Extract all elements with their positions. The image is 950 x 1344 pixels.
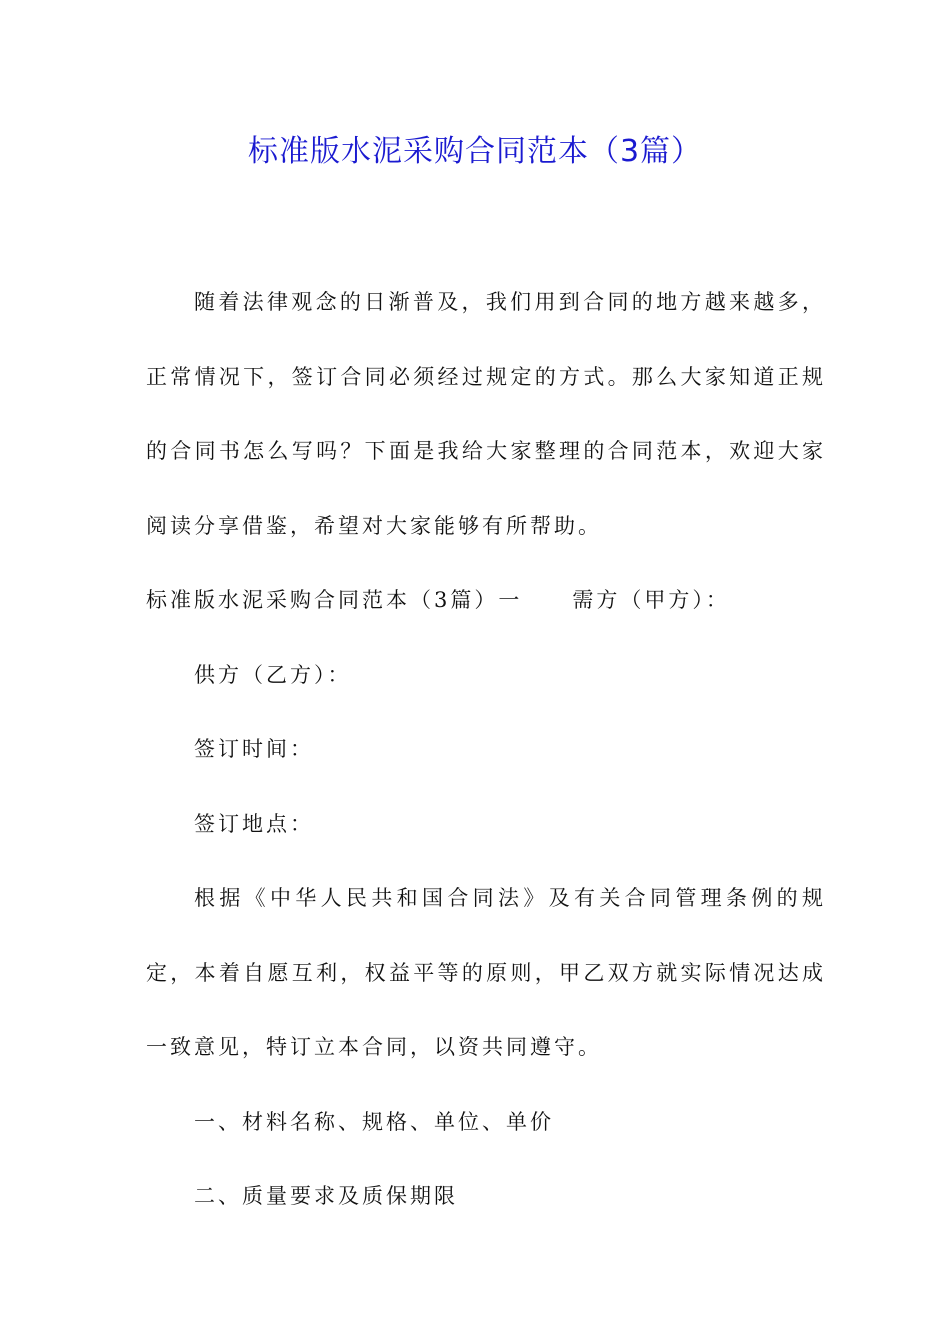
basis-paragraph: 根据《中华人民共和国合同法》及有关合同管理条例的规定，本着自愿互利，权益平等的原则，甲乙双方就实际情况达成一致意见，特订立本合同，以资共同遵守。 [146,886,826,1059]
section-line [146,563,826,638]
sign-time-label: 签订时间： [194,737,314,761]
document-body [146,265,826,1234]
clause-item-2: 二、质量要求及质保期限 [194,1184,458,1208]
section-heading: 标准版水泥采购合同范本（3篇）一 [146,588,523,612]
intro-paragraph: 随着法律观念的日渐普及，我们用到合同的地方越来越多，正常情况下，签订合同必须经过规定的方式。那么大家知道正规的合同书怎么写吗？下面是我给大家整理的合同范本，欢迎大家阅读分享借鉴，希望对大家能够有所帮助。 [146,290,826,538]
sign-place-label: 签订地点： [194,811,314,836]
buyer-label: 需方（甲方）： [572,588,730,612]
supplier-label: 供方（乙方）： [194,662,352,687]
document-title: 标准版水泥采购合同范本（3篇） [247,134,703,169]
clause-item-1: 一、材料名称、规格、单位、单价 [194,1109,554,1134]
